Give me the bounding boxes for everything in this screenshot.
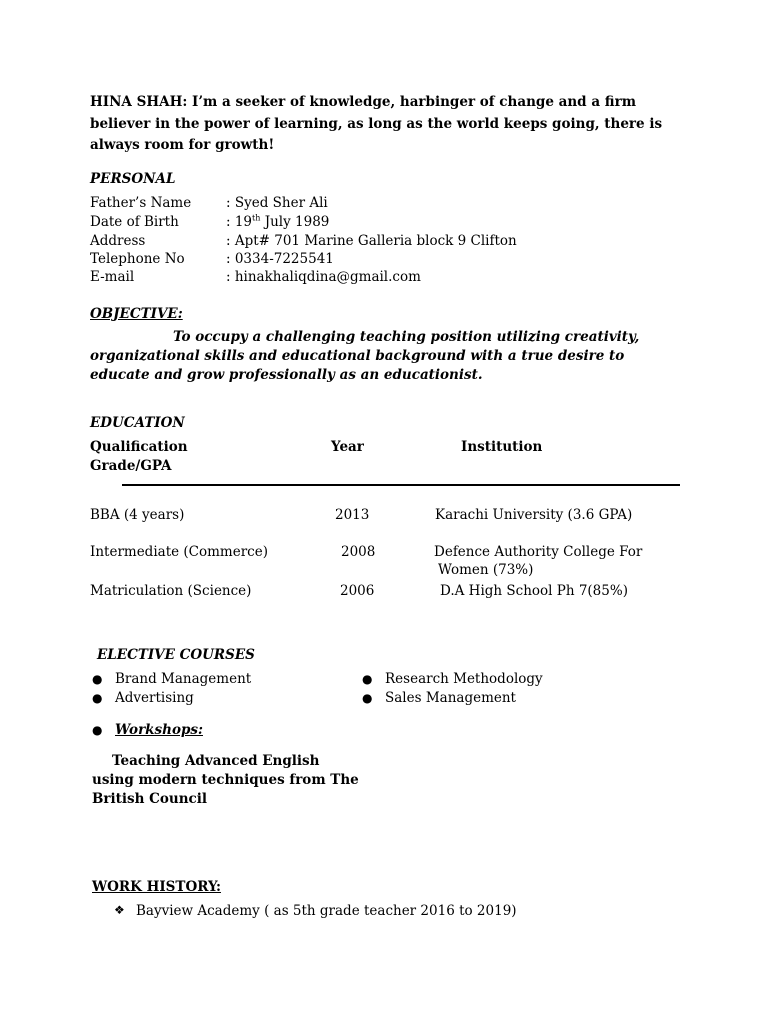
- elective-course-item: Research Methodology: [385, 671, 543, 687]
- dob-day: : 19: [226, 214, 253, 230]
- personal-value-telephone: : 0334-7225541: [226, 251, 334, 267]
- dob-ordinal: th: [252, 213, 261, 223]
- work-history-heading: WORK HISTORY:: [92, 879, 221, 895]
- education-header-grade: Grade/GPA: [90, 458, 172, 474]
- objective-text: To occupy a challenging teaching position utilizing creativity, organizational skills and educational background with a true desire to educate and grow professionally as an educationist.: [90, 329, 640, 383]
- education-header-qualification: Qualification: [90, 439, 188, 455]
- education-row-year: 2006: [340, 583, 375, 599]
- bullet-icon: ●: [362, 672, 373, 686]
- bullet-icon: ●: [362, 691, 373, 705]
- education-header-year: Year: [331, 439, 364, 455]
- personal-label-address: Address: [90, 233, 146, 249]
- education-row-qualification: Intermediate (Commerce): [90, 544, 268, 560]
- bullet-icon: ●: [92, 723, 103, 737]
- elective-course-item: Sales Management: [385, 690, 516, 706]
- objective-heading: OBJECTIVE:: [90, 306, 183, 322]
- education-divider: [122, 484, 680, 486]
- work-history-item: Bayview Academy ( as 5th grade teacher 2016 to 2019): [136, 903, 517, 919]
- workshop-description: Teaching Advanced English using modern techniques from The British Council: [92, 753, 359, 807]
- personal-label-email: E-mail: [90, 269, 135, 285]
- education-row-institution: Defence Authority College For: [434, 544, 643, 560]
- education-row-institution: D.A High School Ph 7(85%): [440, 583, 628, 599]
- education-heading: EDUCATION: [90, 415, 185, 431]
- personal-heading: PERSONAL: [90, 171, 176, 187]
- intro-statement: HINA SHAH: I’m a seeker of knowledge, harbinger of change and a firm believer in the power of learning, as long as the world keeps going, there is always room for growth!: [90, 94, 663, 153]
- dob-month-year: July 1989: [260, 214, 330, 230]
- personal-label-fathers-name: Father’s Name: [90, 195, 192, 211]
- education-row-institution: Karachi University (3.6 GPA): [435, 507, 633, 523]
- personal-label-dob: Date of Birth: [90, 214, 179, 230]
- personal-label-telephone: Telephone No: [90, 251, 185, 267]
- elective-heading: ELECTIVE COURSES: [97, 647, 255, 663]
- workshops-heading: Workshops:: [115, 722, 203, 738]
- elective-course-item: Brand Management: [115, 671, 252, 687]
- education-row-year: 2013: [335, 507, 370, 523]
- elective-course-item: Advertising: [115, 690, 194, 706]
- education-row-institution-line2: Women (73%): [438, 562, 534, 578]
- personal-value-address: : Apt# 701 Marine Galleria block 9 Clifton: [226, 233, 517, 249]
- education-row-qualification: BBA (4 years): [90, 507, 185, 523]
- bullet-icon: ●: [92, 672, 103, 686]
- diamond-bullet-icon: ❖: [114, 903, 125, 917]
- bullet-icon: ●: [92, 691, 103, 705]
- education-header-institution: Institution: [461, 439, 543, 455]
- personal-value-dob: [226, 214, 329, 230]
- education-row-qualification: Matriculation (Science): [90, 583, 252, 599]
- personal-value-email: : hinakhaliqdina@gmail.com: [226, 269, 421, 285]
- personal-value-fathers-name: : Syed Sher Ali: [226, 195, 328, 211]
- education-row-year: 2008: [341, 544, 376, 560]
